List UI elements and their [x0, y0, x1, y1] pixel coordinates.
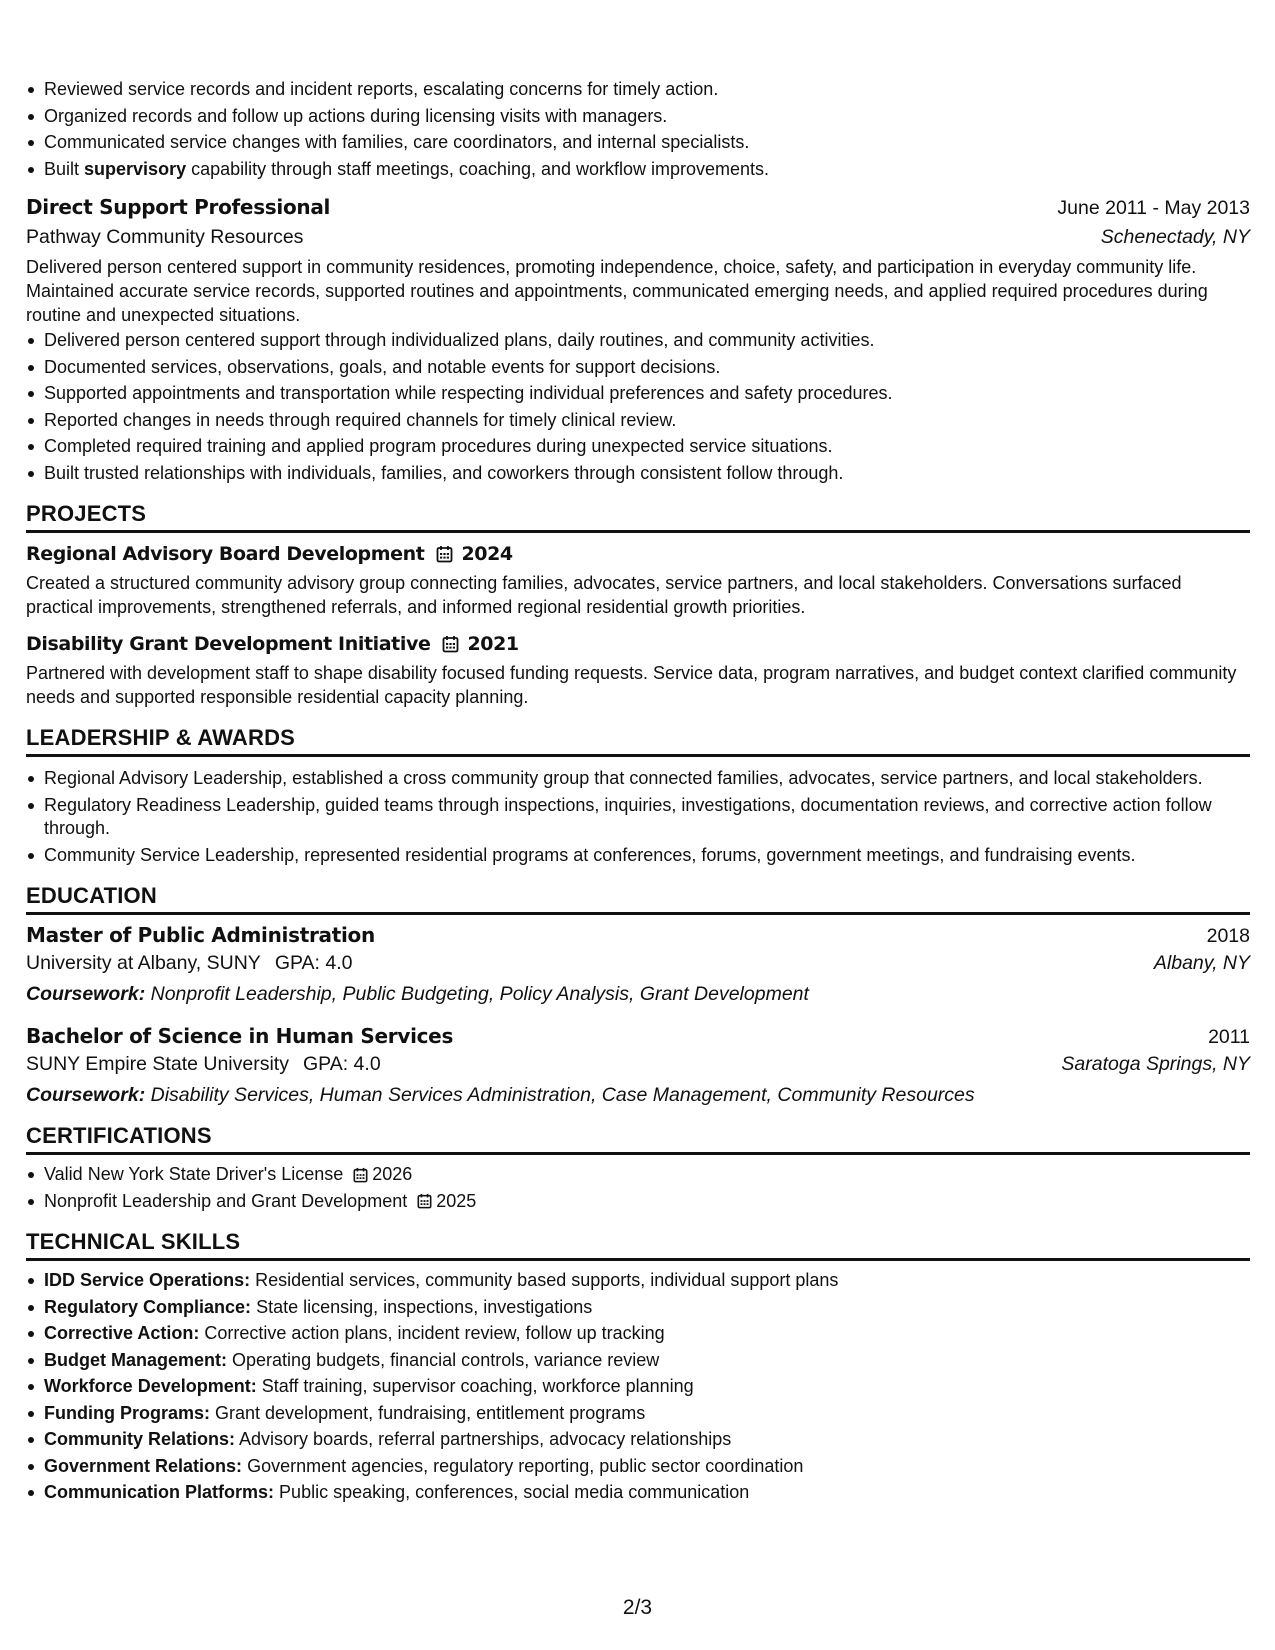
list-item — [26, 1349, 1250, 1373]
skill-value: Public speaking, conferences, social media communication — [279, 1482, 750, 1502]
degree-year: 2018 — [1206, 925, 1250, 947]
skill-label: Community Relations: — [44, 1429, 236, 1449]
calendar-icon — [436, 545, 453, 563]
list-item — [26, 1269, 1250, 1293]
project-title: Disability Grant Development Initiative — [26, 633, 431, 655]
skill-value: Government agencies, regulatory reporting, public sector coordination — [247, 1455, 804, 1476]
job-title: Direct Support Professional — [26, 195, 331, 219]
certification-year: 2025 — [436, 1190, 477, 1211]
skill-label: Corrective Action: — [44, 1323, 200, 1343]
list-item: Community Service Leadership, represented residential programs at conferences, forums, government meetings, and fundraising events. — [26, 844, 1250, 868]
list-item: Built trusted relationships with individuals, families, and coworkers through consistent follow through. — [26, 462, 1250, 486]
list-item — [26, 158, 1250, 182]
skill-value: Grant development, fundraising, entitlement programs — [215, 1402, 646, 1423]
list-item: Supported appointments and transportation while respecting individual preferences and safety procedures. — [26, 382, 1250, 406]
skill-label: Budget Management: — [44, 1349, 228, 1370]
coursework-label: Coursework: — [26, 983, 146, 1005]
list-item: Delivered person centered support through individualized plans, daily routines, and community activities. — [26, 329, 1250, 353]
skill-value: State licensing, inspections, investigations — [256, 1296, 593, 1317]
list-item: Reported changes in needs through required channels for timely clinical review. — [26, 409, 1250, 433]
section-heading-skills: TECHNICAL SKILLS — [26, 1229, 1250, 1261]
degree-title: Master of Public Administration — [26, 923, 375, 947]
certifications-list — [26, 1163, 1250, 1213]
gpa: GPA: 4.0 — [274, 952, 353, 974]
skill-value: Advisory boards, referral partnerships, advocacy relationships — [239, 1429, 732, 1449]
leadership-list — [26, 767, 1250, 867]
skill-label: Workforce Development: — [44, 1376, 257, 1396]
school-location: Saratoga Springs, NY — [1061, 1053, 1250, 1075]
skills-list — [26, 1269, 1250, 1505]
degree-title: Bachelor of Science in Human Services — [26, 1024, 454, 1048]
job-entry — [26, 195, 1250, 485]
skill-label: Funding Programs: — [44, 1402, 210, 1423]
calendar-icon — [417, 1193, 432, 1209]
section-heading-leadership: LEADERSHIP & AWARDS — [26, 725, 1250, 757]
job-bullets — [26, 329, 1250, 485]
list-item — [26, 1455, 1250, 1479]
section-heading-education: EDUCATION — [26, 883, 1250, 915]
coursework — [26, 1084, 1250, 1107]
education-entry — [26, 923, 1250, 1006]
gpa: GPA: 4.0 — [302, 1053, 381, 1075]
project-year: 2021 — [467, 633, 519, 655]
page-number: 2/3 — [622, 1596, 653, 1619]
list-item — [26, 1163, 1250, 1187]
list-item: Documented services, observations, goals, and notable events for support decisions. — [26, 356, 1250, 380]
calendar-icon — [442, 635, 459, 653]
calendar-icon — [353, 1167, 368, 1183]
list-item — [26, 1322, 1250, 1346]
certification-name: Valid New York State Driver's License — [44, 1164, 344, 1184]
project-year: 2024 — [461, 543, 513, 565]
skill-value: Operating budgets, financial controls, variance review — [232, 1349, 660, 1370]
list-item: Regulatory Readiness Leadership, guided teams through inspections, inquiries, investigations, documentation reviews, and corrective action follow through. — [26, 794, 1250, 841]
skill-label: Government Relations: — [44, 1455, 243, 1476]
education-entry — [26, 1024, 1250, 1107]
project-title: Regional Advisory Board Development — [26, 543, 425, 565]
resume-page — [26, 78, 1250, 1508]
skill-label: Regulatory Compliance: — [44, 1296, 252, 1317]
list-item — [26, 1375, 1250, 1399]
list-item: Communicated service changes with families, care coordinators, and internal specialists. — [26, 131, 1250, 155]
section-heading-certifications: CERTIFICATIONS — [26, 1123, 1250, 1155]
job-location: Schenectady, NY — [1100, 226, 1250, 248]
school-location: Albany, NY — [1153, 952, 1250, 974]
degree-year: 2011 — [1208, 1026, 1250, 1048]
list-item: Regional Advisory Leadership, established a cross community group that connected families, advocates, service partners, and local stakeholders. — [26, 767, 1250, 791]
project-description: Partnered with development staff to shape disability focused funding requests. Service data, program narratives, and budget context clarified community needs and supported responsible residential capacity planning. — [26, 663, 1237, 707]
list-item: Reviewed service records and incident reports, escalating concerns for timely action. — [26, 78, 1250, 102]
skill-label: Communication Platforms: — [44, 1482, 275, 1502]
skill-value: Residential services, community based supports, individual support plans — [255, 1270, 839, 1290]
list-item — [26, 1481, 1250, 1505]
certification-year: 2026 — [372, 1164, 413, 1184]
school-name: University at Albany, SUNY — [26, 952, 261, 974]
coursework-label: Coursework: — [26, 1084, 146, 1106]
job-company: Pathway Community Resources — [26, 226, 304, 248]
list-item — [26, 1428, 1250, 1452]
list-item — [26, 1296, 1250, 1320]
certification-name: Nonprofit Leadership and Grant Development — [44, 1190, 408, 1211]
section-heading-projects: PROJECTS — [26, 501, 1250, 533]
bullet-text-pre: Built — [44, 158, 85, 179]
skill-value: Corrective action plans, incident review, follow up tracking — [204, 1323, 665, 1343]
previous-job-bullets — [26, 78, 1250, 181]
job-description: Delivered person centered support in community residences, promoting independence, choice, safety, and participation in everyday community life. Maintained accurate service records, supported routines and appointments, communicated emerging needs, and applied required procedures during routine and unexpected situations. — [26, 257, 1208, 325]
coursework — [26, 983, 1250, 1006]
project-entry — [26, 633, 1250, 709]
skill-value: Staff training, supervisor coaching, workforce planning — [261, 1376, 694, 1396]
project-description: Created a structured community advisory group connecting families, advocates, service partners, and local stakeholders. Conversations surfaced practical improvements, strengthened referrals, and informed regional residential growth priorities. — [26, 573, 1182, 617]
list-item: Completed required training and applied program procedures during unexpected service situations. — [26, 435, 1250, 459]
bullet-text-bold: supervisory — [84, 158, 187, 179]
list-item — [26, 1402, 1250, 1426]
skill-label: IDD Service Operations: — [44, 1270, 251, 1290]
coursework-list: Nonprofit Leadership, Public Budgeting, Policy Analysis, Grant Development — [150, 983, 809, 1005]
job-dates: June 2011 - May 2013 — [1057, 197, 1250, 219]
school-name: SUNY Empire State University — [26, 1053, 289, 1075]
bullet-text-post: capability through staff meetings, coaching, and workflow improvements. — [186, 158, 770, 179]
project-entry — [26, 543, 1250, 619]
list-item: Organized records and follow up actions during licensing visits with managers. — [26, 105, 1250, 129]
list-item — [26, 1190, 1250, 1214]
coursework-list: Disability Services, Human Services Administration, Case Management, Community Resources — [150, 1084, 975, 1106]
